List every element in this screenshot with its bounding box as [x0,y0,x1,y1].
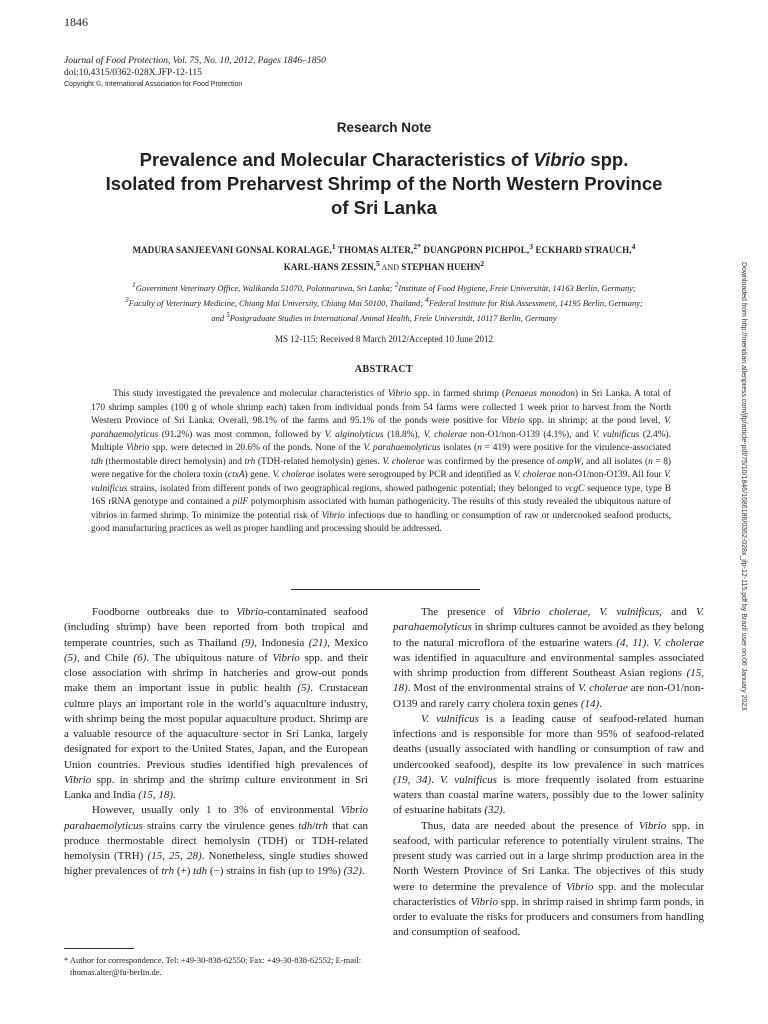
manuscript-dates: MS 12-115: Received 8 March 2012/Accepted 10 June 2012 [274,334,494,344]
body-span: . Most of the environmental strains of [407,682,579,695]
abstract-italic: Vibrio [126,443,150,453]
body-span: was identified in aquaculture and environmental samples associated with shrimp production from different Southeast Asian regions [393,651,704,679]
body-span: . [599,697,602,710]
abstract-span: spp. were detected in 20.6% of the ponds. None of the [149,443,364,453]
body-span: in shrimp cultures cannot be avoided as they belong to the natural microflora of the estuarine waters [393,621,704,649]
abstract-span: = 419) were positive for the virulence-associated [481,443,671,453]
title-genus: Vibrio [533,149,586,170]
abstract-italic: Vibrio [387,389,412,399]
abstract-italic: trh [244,456,256,467]
body-span: strains carry the virulence genes [142,819,299,832]
abstract-span: ) in Sri Lanka. A total of 170 shrimp samples (100 g of whole shrimp each) taken from individual ponds from 54 farms were collected 1 week prior to harvest from the North Western Province of Sri Lanka. Overall, 98.1% of the farms and 95.1% of the ponds were positive for [91,389,671,426]
body-italic: Vibrio cholerae [512,606,588,618]
affil-mark: 1 [132,281,136,289]
abstract-span: = 8) were negative for the cholera toxin ( [91,456,672,480]
abstract-span: strains, isolated from different ponds of two geographical regions, showed pathogenic potential; they belonged to [127,483,566,494]
body-span: . [361,865,365,878]
body-span: -contaminated seafood (including shrimp) have been reported from both tropical and temperate countries, such as Thailand [64,606,368,649]
abstract-italic: V. cholerae [272,470,315,480]
abstract-span: was confirmed by the presence of [424,456,558,467]
author-name: MADURA SANJEEVANI GONSAL KORALAGE, [132,245,332,255]
section-divider [291,589,480,590]
abstract-italic: V. alginolyticus [324,429,384,440]
abstract-italic: Vibrio [321,510,345,521]
title-text: Prevalence and Molecular Characteristics of [139,149,534,170]
abstract-span: (thermostable direct hemolysin) and [102,456,245,467]
abstract-span: infections due to handling or consumption of raw or undercooked seafood products, good manufacturing practices as well as proper handling and processing should be addressed. [91,510,671,534]
abstract-span: This study investigated the prevalence and molecular characteristics of [113,389,388,399]
journal-meta [64,55,326,91]
body-paragraph [64,605,368,803]
page-number: 1846 [64,15,88,29]
abstract-italic: tdh [91,456,103,467]
body-span: However, usually only 1 to 3% of environmental [92,804,341,817]
body-italic: Vibrio [64,773,92,786]
body-paragraph [393,605,704,712]
body-span: / [312,819,316,832]
body-italic: Vibrio [638,819,667,832]
abstract-span: non-O1/non-O139 (4.1%), and [466,429,593,440]
body-paragraph [393,819,704,941]
author-affil-mark: 3 [529,242,534,251]
affil-mark: 5 [226,310,230,319]
affiliations [64,279,704,323]
abstract-span: sequence type, type B 16S rRNA genotype and contained a [91,483,672,507]
abstract-span: ) gene. [244,470,273,480]
body-span: that can produce thermostable direct hemolysin (TDH) or TDH-related hemolysin (TRH) [64,819,369,862]
abstract-italic: n [477,443,482,453]
body-span: , and Chile [76,651,134,664]
reference-link[interactable]: (4, 11) [616,636,647,649]
abstract-span: isolates ( [440,443,478,453]
body-span: , Indonesia [254,636,309,649]
abstract-span: , and all isolates ( [581,456,649,467]
author-affil-mark: 4 [631,242,636,251]
body-italic: Vibrio [470,895,498,908]
affiliation: Institute of Food Hygiene, Freie Universität, 14163 Berlin, Germany; [398,282,636,293]
abstract-italic: pilF [232,497,249,507]
reference-link[interactable]: (15, 25, 28) [147,850,202,862]
abstract-italic: V. parahaemolyticus [363,443,441,453]
reference-link[interactable]: (15, 18) [393,667,704,695]
author-name: ECKHARD STRAUCH, [533,245,632,255]
body-italic: tdh [193,865,208,878]
abstract-italic: V. cholerae [513,470,556,480]
body-italic: V. parahaemolyticus [393,606,705,634]
body-span: are non-O1/non-O139 and rarely carry cholera toxin genes [393,682,704,710]
body-span: spp. in seafood, with particular reference to potentially virulent strains. The present study was carried out in a large shrimp production area in the North Western Province of Sri Lanka. The objectives of this study were to determine the prevalence of [393,819,704,893]
download-watermark [737,262,749,1014]
download-watermark-text: Downloaded from http://meridian.allenpress.com/jfp/article-pdf/75/10/1846/1686186/0362-028x_jfp-12-115.pdf by Brazil user on 06 January 2023 [740,262,747,711]
body-span: , and [659,606,696,618]
abstract-italic: V. cholerae [382,456,425,467]
body-italic: V. vulnificus [440,773,497,786]
abstract-italic: ompW [557,456,582,467]
body-span: (−) strains in fish (up to 19%) [207,865,344,878]
abstract-span: polymorphism associated with human pathogenicity. The results of this study revealed the ubiquitous nature of vibrios in farmed shrimp. To minimize the potential risk of [91,497,671,521]
body-span: is a leading cause of seafood-related human infections and is responsible for more than 95% of seafood-related deaths (usually associated with handling or consumption of raw and undercooked seafood), despite its low prevalence in such matrices [393,712,704,771]
affiliation: Postgraduate Studies in International Animal Health, Freie Universität, 10117 Berlin, Germany [229,312,557,323]
reference-link[interactable]: (14) [580,697,600,710]
author-list [64,240,704,274]
doi[interactable]: doi:10.4315/0362-028X.JFP-12-115 [64,68,202,78]
reference-link[interactable]: (5) [297,682,311,695]
section-label: Research Note [336,120,432,135]
title-text: Isolated from Preharvest Shrimp of the North Western Province [105,173,663,194]
body-italic: Vibrio [236,606,264,618]
reference-link[interactable]: (19, 34) [393,773,432,786]
affiliation: Faculty of Veterinary Medicine, Chiang Mai University, Chiang Mai 50100, Thailand; [128,297,426,308]
abstract-span: spp. in shrimp; at the pond level, [524,416,665,426]
body-span: . [431,773,441,786]
body-span: (+) [174,865,194,878]
body-italic: tdh [298,819,313,832]
author-affil-mark: 2* [413,242,422,251]
abstract-span: spp. in farmed shrimp ( [411,389,506,399]
abstract-text [91,388,671,537]
abstract-span: (91.2%) was most common, followed by [158,429,325,440]
body-italic: V. cholerae [653,636,704,649]
body-italic: Vibrio [566,880,594,893]
body-italic: trh [161,865,175,878]
affiliation: Government Veterinary Office, Walikanda 51070, Polonnaruwa, Sri Lanka; [135,282,395,293]
affil-mark: 2 [394,281,399,289]
body-span: . [173,789,176,801]
body-span: , [587,606,600,618]
reference-link[interactable]: (6) [133,651,147,664]
affil-mark: 3 [125,295,129,304]
body-italic: trh [315,819,329,832]
abstract-heading: ABSTRACT [354,364,414,375]
body-span: . [502,804,506,817]
body-span: Thus, data are needed about the presence of [421,819,639,832]
body-italic: V. vulnificus [599,606,660,618]
body-column-left [64,605,368,880]
abstract-span: (2.4%). Multiple [91,429,671,453]
abstract-span: (TDH-related hemolysin) genes. [255,456,383,467]
body-span: , Mexico [327,636,368,649]
body-paragraph [64,803,368,879]
abstract-span: non-O1/non-O139. All four [555,470,665,480]
title-text: of Sri Lanka [331,197,437,218]
abstract-italic: V. cholerae [423,429,467,440]
reference-link[interactable]: (32) [484,804,503,817]
body-span: The presence of [421,606,513,618]
author-conjunction: AND [379,263,402,272]
author-name: KARL-HANS ZESSIN, [283,262,377,272]
abstract-span: (18.8%), [383,429,424,440]
abstract-italic: vcgC [565,483,585,494]
body-paragraph [393,712,704,819]
copyright-line: Copyright ©, International Association for Food Protection [64,81,243,88]
body-span: . [646,636,654,649]
body-span: . Crustacean culture plays an important role in the world’s aquaculture industry, with shrimp being the most popular aquaculture product. Shrimp are a valuable resource of the aquaculture sector in Sri Lanka, largely designated for export to the United States, Japan, and the European Union countries. Previous studies identified high prevalences of [64,682,368,771]
author-affil-mark: 5 [376,259,380,268]
affiliation: and [211,312,227,323]
title-text: spp. [585,149,629,170]
abstract-italic: n [648,456,653,467]
body-italic: Vibrio [272,651,300,664]
footnote-divider [64,948,134,949]
author-name: THOMAS ALTER, [335,245,414,255]
body-column-right [393,605,704,941]
journal-citation: Journal of Food Protection, Vol. 75, No. 10, 2012, Pages 1846–1850 [64,56,326,66]
body-span: spp. in shrimp and the shrimp culture environment in Sri Lanka and India [64,773,368,801]
body-span: Foodborne outbreaks due to [92,606,237,618]
body-italic: Vibrio parahaemolyticus [64,804,368,832]
reference-link[interactable]: (32) [343,865,362,878]
affiliation: Federal Institute for Risk Assessment, 14195 Berlin, Germany; [428,297,643,308]
body-span: spp. in shrimp raised in shrimp farm ponds, in order to evaluate the risks for producers and consumers from handling and consumption of seafood. [393,895,704,939]
abstract-italic: V. vulnificus [91,470,671,494]
reference-link[interactable]: (15, 18) [138,789,174,801]
reference-link[interactable]: (21) [308,636,328,649]
author-affil-mark: 1 [331,242,336,251]
article-title [64,148,704,220]
correspondence-footnote: * Author for correspondence. Tel: +49-30-838-62550; Fax: +49-30-838-62552; E-mail: thomas.alter@fu-berlin.de. [64,955,362,977]
body-span: spp. and their close association with shrimp in hatcheries and grow-out ponds make them an important issue in public health [64,651,368,695]
body-span: spp. and the molecular characteristics of [393,880,704,908]
body-italic: V. vulnificus [421,712,479,725]
body-span: is more frequently isolated from estuarine waters than coastal marine waters, possibly due to the lower salinity of estuarine habitats [393,773,705,817]
abstract-italic: V. vulnificus [592,429,640,440]
abstract-italic: V. parahaemolyticus [91,416,671,440]
body-span: . The ubiquitous nature of [146,651,273,664]
body-italic: V. cholerae [578,682,628,695]
abstract-italic: Penaeus monodon [505,389,575,399]
author-affil-mark: 2 [480,259,485,268]
reference-link[interactable]: (5) [64,651,77,664]
abstract-span: isolates were serogrouped by PCR and identified as [314,470,514,480]
author-name: STEPHAN HUEHN [401,262,481,272]
abstract-italic: ctxA [227,470,245,480]
abstract-italic: Vibrio [501,416,525,426]
reference-link[interactable]: (9) [241,636,255,649]
affil-mark: 4 [425,295,429,304]
body-span: . Nonetheless, single studies showed higher prevalences of [64,850,368,878]
author-name: DUANGPORN PICHPOL, [421,245,530,255]
